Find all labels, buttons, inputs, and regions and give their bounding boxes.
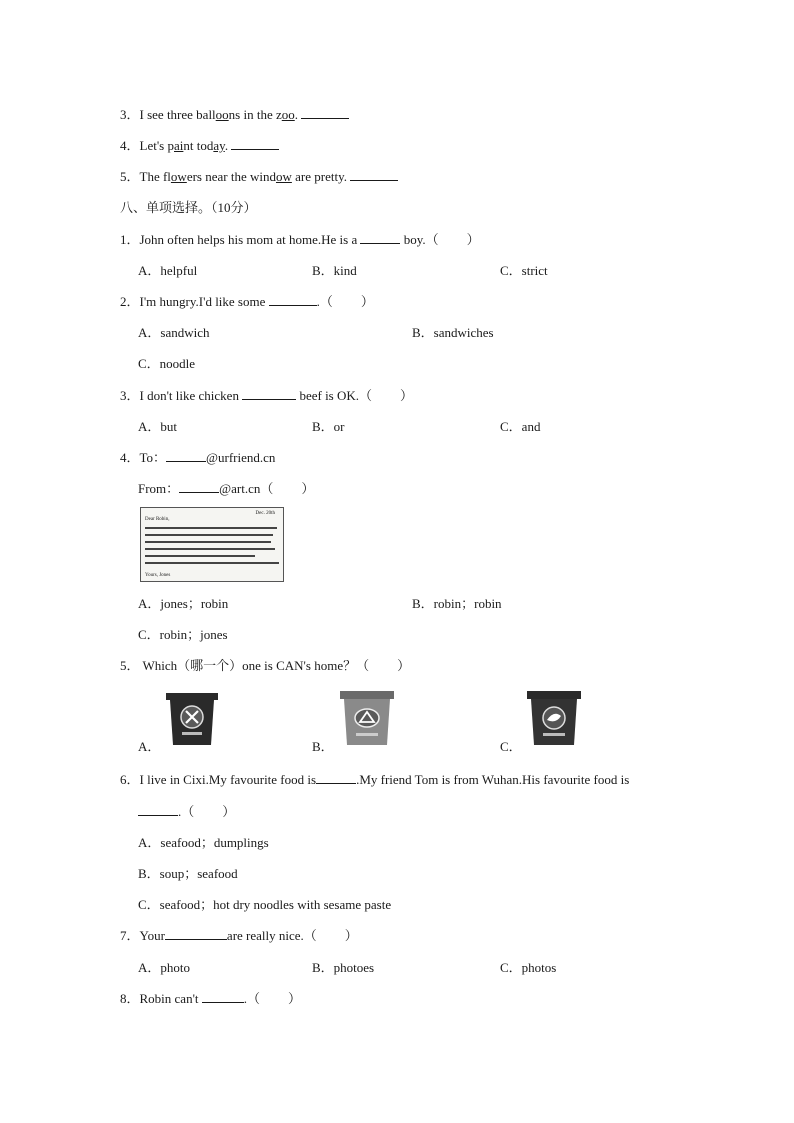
question-stem: @art.cn（ xyxy=(219,481,274,496)
paren-close: ） xyxy=(288,991,302,1006)
recyclable-bin-icon[interactable] xyxy=(338,689,396,747)
question-stem: 5． Which（哪一个）one is CAN's home？（ xyxy=(120,658,370,673)
question-1 xyxy=(120,229,480,248)
q4-option-b[interactable]: B．robin；robin xyxy=(412,596,502,611)
letter-text-line xyxy=(145,541,271,543)
question-7 xyxy=(120,925,358,944)
answer-blank[interactable] xyxy=(350,169,398,181)
pronunciation-item-4 xyxy=(120,135,279,154)
pronunciation-item-5 xyxy=(120,166,398,185)
other-waste-bin-icon[interactable] xyxy=(162,691,222,747)
q1-option-b[interactable]: B．kind xyxy=(312,263,357,278)
answer-blank[interactable] xyxy=(231,138,279,150)
question-stem: From： xyxy=(138,481,180,496)
q1-option-c[interactable]: C．strict xyxy=(500,263,548,278)
question-stem: boy.（ xyxy=(403,232,439,247)
item-number: 4． xyxy=(120,138,140,153)
letter-text-line xyxy=(145,534,273,536)
question-stem: @urfriend.cn xyxy=(206,450,276,465)
item-text: I see three ball xyxy=(139,107,216,122)
letter-signature: Yours, Jones xyxy=(145,573,171,578)
q5-option-a[interactable]: A． xyxy=(138,739,161,754)
item-text: Let's p xyxy=(139,138,174,153)
underlined-letters: ow xyxy=(275,169,292,184)
item-text: are pretty. xyxy=(291,169,347,184)
question-stem: beef is OK.（ xyxy=(299,388,373,403)
question-2 xyxy=(120,291,374,310)
answer-blank[interactable] xyxy=(166,450,206,462)
question-stem: .（ xyxy=(316,294,333,309)
letter-image xyxy=(140,507,284,582)
item-text: The fl xyxy=(139,169,171,184)
item-text: ns in the z xyxy=(228,107,282,122)
question-6-continued xyxy=(138,801,235,820)
item-text: nt tod xyxy=(183,138,214,153)
letter-text-line xyxy=(145,527,277,529)
paren-close: ） xyxy=(344,928,358,943)
q2-option-a[interactable]: A．sandwich xyxy=(138,325,210,340)
letter-greeting: Dear Robin, xyxy=(145,517,170,522)
q3-option-b[interactable]: B．or xyxy=(312,419,345,434)
q4-option-c[interactable]: C．robin；jones xyxy=(138,627,228,642)
letter-text-line xyxy=(145,555,255,557)
item-text: . xyxy=(224,138,229,153)
answer-blank[interactable] xyxy=(202,991,244,1003)
underlined-letters: oo xyxy=(281,107,295,122)
question-stem: .（ xyxy=(178,804,195,819)
question-stem: 3．I don't like chicken xyxy=(120,388,239,403)
underlined-letters: ay xyxy=(213,138,225,153)
answer-blank[interactable] xyxy=(179,481,219,493)
item-text: ers near the wind xyxy=(186,169,276,184)
q2-option-c[interactable]: C．noodle xyxy=(138,356,196,371)
paren-close: ） xyxy=(360,294,374,309)
answer-blank[interactable] xyxy=(301,107,349,119)
q3-option-c[interactable]: C．and xyxy=(500,419,541,434)
paren-close: ） xyxy=(466,232,480,247)
q7-option-c[interactable]: C．photos xyxy=(500,960,557,975)
kitchen-waste-bin-icon[interactable] xyxy=(525,689,583,747)
question-stem: are really nice.（ xyxy=(226,928,317,943)
underlined-letters: ow xyxy=(170,169,187,184)
question-6 xyxy=(120,769,629,788)
q6-option-b[interactable]: B．soup；seafood xyxy=(138,866,238,881)
question-4-from xyxy=(138,478,314,497)
question-stem: 2．I'm hungry.I'd like some xyxy=(120,294,266,309)
question-stem: 8．Robin can't xyxy=(120,991,199,1006)
q6-option-c[interactable]: C．seafood；hot dry noodles with sesame paste xyxy=(138,897,392,912)
item-text: . xyxy=(294,107,298,122)
underlined-letters: ai xyxy=(174,138,184,153)
letter-text-line xyxy=(145,548,275,550)
question-3 xyxy=(120,385,413,404)
question-stem: 7．Your xyxy=(120,928,165,943)
q2-option-b[interactable]: B．sandwiches xyxy=(412,325,494,340)
q1-option-a[interactable]: A．helpful xyxy=(138,263,198,278)
question-stem: .My friend Tom is from Wuhan.His favourite food is xyxy=(356,772,630,787)
paren-close: ） xyxy=(222,804,236,819)
answer-blank[interactable] xyxy=(316,772,356,784)
question-stem: .（ xyxy=(243,991,261,1006)
answer-blank[interactable] xyxy=(269,294,317,306)
q5-option-b[interactable]: B． xyxy=(312,739,334,754)
paren-close: ） xyxy=(400,388,414,403)
q6-option-a[interactable]: A．seafood；dumplings xyxy=(138,835,269,850)
question-stem: 6．I live in Cixi.My favourite food is xyxy=(120,772,317,787)
paren-close: ） xyxy=(397,658,411,673)
question-5 xyxy=(120,655,410,674)
item-number: 5． xyxy=(120,169,140,184)
question-stem: 4．To： xyxy=(120,450,167,465)
answer-blank[interactable] xyxy=(360,232,400,244)
item-number: 3． xyxy=(120,107,140,122)
paren-close: ） xyxy=(301,481,315,496)
question-8 xyxy=(120,988,301,1007)
q3-option-a[interactable]: A．but xyxy=(138,419,178,434)
pronunciation-item-3 xyxy=(120,104,349,123)
answer-blank[interactable] xyxy=(165,928,227,940)
section-title: 八、单项选择。（10分） xyxy=(120,200,257,215)
question-stem: 1．John often helps his mom at home.He is a xyxy=(120,232,358,247)
q4-option-a[interactable]: A．jones；robin xyxy=(138,596,229,611)
letter-text-line xyxy=(145,562,279,564)
answer-blank[interactable] xyxy=(138,804,178,816)
underlined-letters: oo xyxy=(215,107,229,122)
q5-option-c[interactable]: C． xyxy=(500,739,522,754)
answer-blank[interactable] xyxy=(242,388,296,400)
q7-option-b[interactable]: B．photoes xyxy=(312,960,375,975)
letter-date: Dec. 20th xyxy=(255,511,275,516)
question-4-to xyxy=(120,447,275,466)
q7-option-a[interactable]: A．photo xyxy=(138,960,191,975)
